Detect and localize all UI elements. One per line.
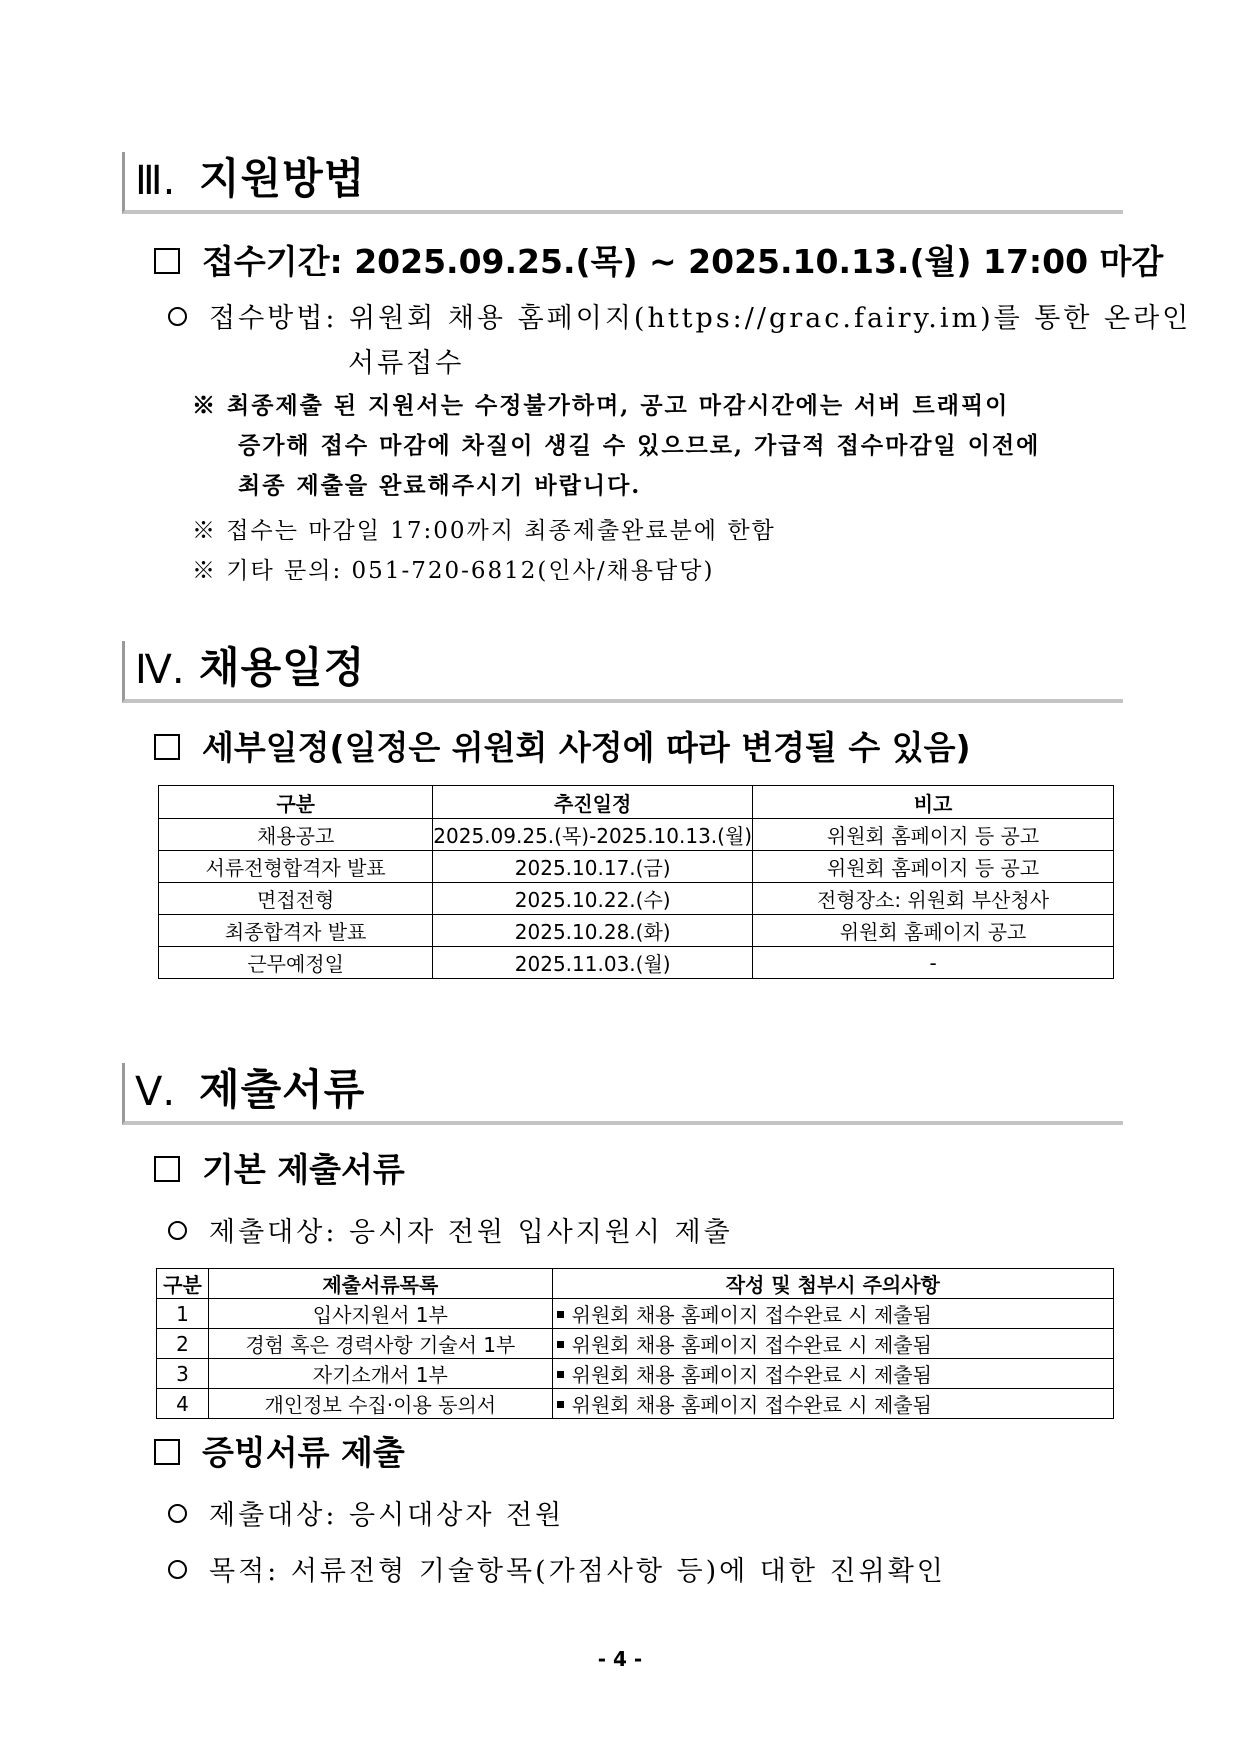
circle-bullet-icon	[168, 1504, 187, 1523]
documents-cell: 1	[157, 1299, 209, 1329]
documents-cell	[552, 1299, 1113, 1329]
documents-cell	[552, 1389, 1113, 1419]
schedule-cell: 2025.10.17.(금)	[433, 851, 753, 883]
checkbox-square-icon	[154, 248, 180, 274]
basic-docs-subtitle-text: 기본 제출서류	[202, 1150, 405, 1189]
section5-number: Ⅴ.	[135, 1069, 176, 1115]
schedule-subtitle	[154, 722, 971, 769]
schedule-cell: 최종합격자 발표	[159, 915, 433, 947]
schedule-col-note: 비고	[753, 786, 1114, 819]
schedule-table	[158, 785, 1114, 979]
purpose-line	[168, 1549, 946, 1588]
section4-title: 채용일정	[199, 643, 366, 692]
schedule-cell: 근무예정일	[159, 947, 433, 979]
documents-cell	[552, 1359, 1113, 1389]
note1-line3: 최종 제출을 완료해주시기 바랍니다.	[238, 472, 642, 499]
note3: ※ 기타 문의: 051-720-6812(인사/채용담당)	[192, 558, 715, 584]
section4-number: Ⅳ.	[135, 647, 185, 693]
table-row	[157, 1359, 1114, 1389]
square-bullet-icon	[557, 1341, 564, 1348]
note2: ※ 접수는 마감일 17:00까지 최종제출완료분에 한함	[192, 518, 776, 544]
section5-title: 제출서류	[199, 1065, 366, 1114]
section3-number: Ⅲ.	[135, 158, 176, 204]
schedule-col-category: 구분	[159, 786, 433, 819]
section4-header	[122, 641, 1123, 703]
checkbox-square-icon	[154, 1439, 180, 1465]
documents-cell: 경험 혹은 경력사항 기술서 1부	[208, 1329, 552, 1359]
documents-cell: 3	[157, 1359, 209, 1389]
table-row	[159, 883, 1114, 915]
table-row	[157, 1389, 1114, 1419]
schedule-cell: 2025.10.22.(수)	[433, 883, 753, 915]
checkbox-square-icon	[154, 734, 180, 760]
documents-col-list: 제출서류목록	[208, 1269, 552, 1299]
schedule-cell: -	[753, 947, 1114, 979]
schedule-subtitle-text: 세부일정(일정은 위원회 사정에 따라 변경될 수 있음)	[202, 728, 971, 767]
table-row	[157, 1329, 1114, 1359]
square-bullet-icon	[557, 1311, 564, 1318]
method-line	[168, 296, 1191, 335]
target2-line	[168, 1493, 564, 1532]
documents-col-caution: 작성 및 첨부시 주의사항	[552, 1269, 1113, 1299]
schedule-cell: 면접전형	[159, 883, 433, 915]
schedule-cell: 위원회 홈페이지 등 공고	[753, 851, 1114, 883]
target2-text: 제출대상: 응시대상자 전원	[209, 1500, 565, 1531]
schedule-cell: 서류전형합격자 발표	[159, 851, 433, 883]
documents-cell-text: 위원회 채용 홈페이지 접수완료 시 제출됨	[571, 1363, 932, 1387]
schedule-cell: 위원회 홈페이지 공고	[753, 915, 1114, 947]
table-row	[159, 851, 1114, 883]
circle-bullet-icon	[168, 1560, 187, 1579]
schedule-cell: 전형장소: 위원회 부산청사	[753, 883, 1114, 915]
documents-cell: 입사지원서 1부	[208, 1299, 552, 1329]
schedule-cell: 2025.09.25.(목)-2025.10.13.(월)	[433, 819, 753, 851]
circle-bullet-icon	[168, 1221, 187, 1240]
documents-cell: 2	[157, 1329, 209, 1359]
method-line2: 서류접수	[348, 348, 465, 379]
schedule-cell: 2025.11.03.(월)	[433, 947, 753, 979]
documents-cell: 4	[157, 1389, 209, 1419]
target1-line	[168, 1210, 733, 1249]
documents-col-no: 구분	[157, 1269, 209, 1299]
documents-cell-text: 위원회 채용 홈페이지 접수완료 시 제출됨	[571, 1303, 932, 1327]
basic-docs-subtitle	[154, 1144, 405, 1191]
method-text: 접수방법: 위원회 채용 홈페이지(https://grac.fairy.im)를 통한 온라인	[209, 303, 1192, 334]
documents-cell: 자기소개서 1부	[208, 1359, 552, 1389]
documents-cell	[552, 1329, 1113, 1359]
documents-cell-text: 위원회 채용 홈페이지 접수완료 시 제출됨	[571, 1333, 932, 1357]
documents-cell: 개인정보 수집·이용 동의서	[208, 1389, 552, 1419]
target1-text: 제출대상: 응시자 전원 입사지원시 제출	[209, 1217, 733, 1248]
circle-bullet-icon	[168, 307, 187, 326]
schedule-header-row	[159, 786, 1114, 819]
section3-header	[122, 152, 1123, 214]
schedule-col-date: 추진일정	[433, 786, 753, 819]
purpose-text: 목적: 서류전형 기술항목(가점사항 등)에 대한 진위확인	[209, 1556, 946, 1587]
section3-title: 지원방법	[199, 154, 366, 203]
table-row	[159, 947, 1114, 979]
square-bullet-icon	[557, 1371, 564, 1378]
receipt-period-text: 접수기간: 2025.09.25.(목) ~ 2025.10.13.(월) 17:00 마감	[202, 242, 1164, 281]
table-row	[159, 819, 1114, 851]
schedule-cell: 위원회 홈페이지 등 공고	[753, 819, 1114, 851]
note1-line1: ※ 최종제출 된 지원서는 수정불가하며, 공고 마감시간에는 서버 트래픽이	[192, 392, 1010, 419]
documents-cell-text: 위원회 채용 홈페이지 접수완료 시 제출됨	[571, 1393, 932, 1417]
section5-header	[122, 1063, 1123, 1125]
documents-header-row	[157, 1269, 1114, 1299]
checkbox-square-icon	[154, 1156, 180, 1182]
table-row	[159, 915, 1114, 947]
table-row	[157, 1299, 1114, 1329]
square-bullet-icon	[557, 1401, 564, 1408]
evidence-docs-subtitle	[154, 1427, 405, 1474]
evidence-docs-subtitle-text: 증빙서류 제출	[202, 1433, 405, 1472]
page-number: - 4 -	[597, 1647, 643, 1671]
receipt-period	[154, 236, 1163, 283]
schedule-cell: 채용공고	[159, 819, 433, 851]
schedule-cell: 2025.10.28.(화)	[433, 915, 753, 947]
documents-table	[156, 1268, 1114, 1419]
note1-line2: 증가해 접수 마감에 차질이 생길 수 있으므로, 가급적 접수마감일 이전에	[238, 432, 1041, 459]
